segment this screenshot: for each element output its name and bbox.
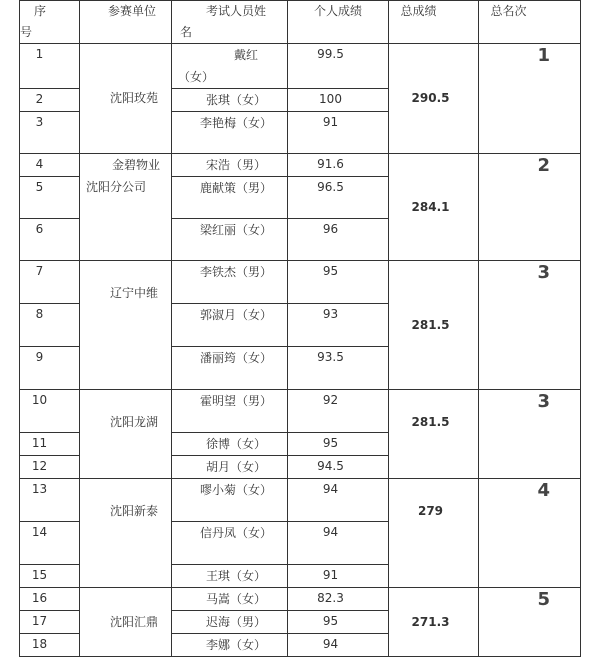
row-number: 15 bbox=[20, 565, 80, 588]
personal-score: 94 bbox=[288, 522, 389, 565]
personal-score: 95 bbox=[288, 611, 389, 634]
row-number: 7 bbox=[20, 261, 80, 304]
participant-name: 宋浩（男） bbox=[172, 154, 288, 177]
row-number: 16 bbox=[20, 588, 80, 611]
personal-score: 100 bbox=[288, 89, 389, 112]
personal-score: 91.6 bbox=[288, 154, 389, 177]
header-total: 总成绩 bbox=[389, 1, 479, 44]
group-rank: 4 bbox=[479, 479, 581, 588]
participant-name: 马嵩（女） bbox=[172, 588, 288, 611]
unit-cell: 金碧物业 沈阳分公司 bbox=[80, 154, 172, 261]
personal-score: 92 bbox=[288, 390, 389, 433]
row-number: 3 bbox=[20, 112, 80, 154]
table-row bbox=[20, 588, 581, 611]
participant-name: 李铁杰（男） bbox=[172, 261, 288, 304]
personal-score: 93 bbox=[288, 304, 389, 347]
row-number: 10 bbox=[20, 390, 80, 433]
row-number: 2 bbox=[20, 89, 80, 112]
row-number: 6 bbox=[20, 219, 80, 261]
row-number: 5 bbox=[20, 177, 80, 219]
personal-score: 96 bbox=[288, 219, 389, 261]
participant-name: 胡月（女） bbox=[172, 456, 288, 479]
participant-name: 徐博（女） bbox=[172, 433, 288, 456]
header-no: 序 号 bbox=[20, 1, 80, 44]
row-number: 12 bbox=[20, 456, 80, 479]
participant-name: 信丹凤（女） bbox=[172, 522, 288, 565]
group-rank: 5 bbox=[479, 588, 581, 657]
table-row bbox=[20, 390, 581, 433]
personal-score: 91 bbox=[288, 565, 389, 588]
participant-name: 李娜（女） bbox=[172, 634, 288, 657]
personal-score: 91 bbox=[288, 112, 389, 154]
group-rank: 3 bbox=[479, 390, 581, 479]
unit-cell: 沈阳新泰 bbox=[80, 479, 172, 588]
row-number: 18 bbox=[20, 634, 80, 657]
group-total: 271.3 bbox=[389, 588, 479, 657]
group-rank: 1 bbox=[479, 44, 581, 154]
personal-score: 96.5 bbox=[288, 177, 389, 219]
participant-name: 王琪（女） bbox=[172, 565, 288, 588]
participant-name: 鹿献策（男） bbox=[172, 177, 288, 219]
group-total: 290.5 bbox=[389, 44, 479, 154]
participant-name: 潘丽筠（女） bbox=[172, 347, 288, 390]
participant-name: 戴红（女） bbox=[172, 44, 288, 89]
participant-name: 梁红丽（女） bbox=[172, 219, 288, 261]
personal-score: 94 bbox=[288, 634, 389, 657]
row-number: 4 bbox=[20, 154, 80, 177]
row-number: 8 bbox=[20, 304, 80, 347]
group-total: 281.5 bbox=[389, 261, 479, 390]
row-number: 9 bbox=[20, 347, 80, 390]
unit-cell: 辽宁中维 bbox=[80, 261, 172, 390]
row-number: 17 bbox=[20, 611, 80, 634]
participant-name: 李艳梅（女） bbox=[172, 112, 288, 154]
personal-score: 95 bbox=[288, 261, 389, 304]
table-row bbox=[20, 44, 581, 89]
personal-score: 94 bbox=[288, 479, 389, 522]
personal-score: 95 bbox=[288, 433, 389, 456]
header-score: 个人成绩 bbox=[288, 1, 389, 44]
header-row bbox=[20, 1, 581, 44]
personal-score: 94.5 bbox=[288, 456, 389, 479]
participant-name: 霍明望（男） bbox=[172, 390, 288, 433]
group-total: 279 bbox=[389, 479, 479, 588]
table-row bbox=[20, 261, 581, 304]
group-total: 284.1 bbox=[389, 154, 479, 261]
table-row bbox=[20, 479, 581, 522]
personal-score: 99.5 bbox=[288, 44, 389, 89]
row-number: 14 bbox=[20, 522, 80, 565]
row-number: 1 bbox=[20, 44, 80, 89]
group-total: 281.5 bbox=[389, 390, 479, 479]
participant-name: 嘐小菊（女） bbox=[172, 479, 288, 522]
row-number: 13 bbox=[20, 479, 80, 522]
personal-score: 82.3 bbox=[288, 588, 389, 611]
table-row bbox=[20, 154, 581, 177]
participant-name: 迟海（男） bbox=[172, 611, 288, 634]
unit-cell: 沈阳龙湖 bbox=[80, 390, 172, 479]
group-rank: 3 bbox=[479, 261, 581, 390]
row-number: 11 bbox=[20, 433, 80, 456]
header-unit: 参赛单位 bbox=[80, 1, 172, 44]
unit-cell: 沈阳玫苑 bbox=[80, 44, 172, 154]
group-rank: 2 bbox=[479, 154, 581, 261]
unit-cell: 沈阳汇鼎 bbox=[80, 588, 172, 657]
header-name: 考试人员姓 名 bbox=[172, 1, 288, 44]
participant-name: 张琪（女） bbox=[172, 89, 288, 112]
header-rank: 总名次 bbox=[479, 1, 581, 44]
results-table bbox=[19, 0, 581, 657]
participant-name: 郭淑月（女） bbox=[172, 304, 288, 347]
personal-score: 93.5 bbox=[288, 347, 389, 390]
